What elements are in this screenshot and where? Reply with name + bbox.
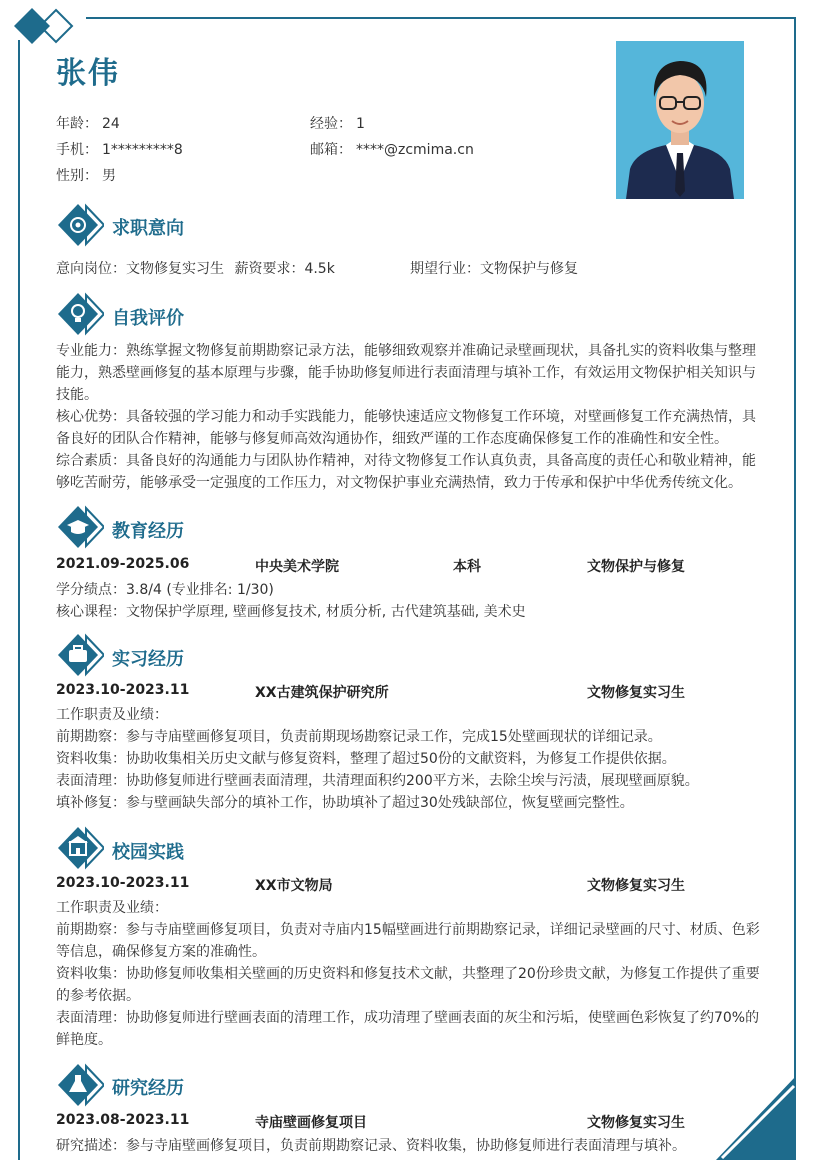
- self-eval-paragraph: 专业能力：熟练掌握文物修复前期勘察记录方法，能够细致观察并准确记录壁画现状，具备扎实的资料收集与整理能力，熟悉壁画修复的基本原理与步骤，能手协助修复师进行表面清理与填补工作，有效运用文物保护相关知识与技能。: [56, 343, 756, 403]
- education-school: 中央美术学院: [255, 559, 339, 575]
- campus-role: 文物修复实习生: [587, 878, 685, 894]
- corner-triangle-decoration: [716, 1076, 796, 1160]
- experience-field: [310, 113, 365, 133]
- internship-org: XX古建筑保护研究所: [255, 685, 389, 701]
- research-description: 研究描述：参与寺庙壁画修复项目，负责前期勘察记录、资料收集，协助修复师进行表面清理与填补。: [56, 1138, 686, 1154]
- internship-line: 填补修复：参与壁画缺失部分的填补工作，协助填补了超过30处残缺部位，恢复壁画完整性。: [56, 795, 634, 811]
- internship-details: [56, 704, 768, 814]
- frame-right-line: [794, 17, 796, 1160]
- internship-line: 工作职责及业绩：: [56, 707, 168, 723]
- portrait-illustration: [616, 41, 744, 199]
- education-section-title: 教育经历: [112, 521, 184, 542]
- internship-period: 2023.10-2023.11: [56, 682, 190, 698]
- education-degree: 本科: [453, 559, 481, 575]
- research-project: 寺庙壁画修复项目: [255, 1115, 367, 1131]
- education-courses: 核心课程：文物保护学原理, 壁画修复技术, 材质分析, 古代建筑基础, 美术史: [56, 604, 526, 620]
- age-field: [56, 113, 120, 133]
- self-eval-text: [56, 340, 768, 494]
- campus-section-title: 校园实践: [112, 842, 184, 863]
- gender-value: 男: [102, 168, 116, 184]
- flask-icon: [58, 1062, 104, 1108]
- campus-line: 前期勘察：参与寺庙壁画修复项目，负责对寺庙内15幅壁画进行前期勘察记录，详细记录壁画的尺寸、材质、色彩等信息，确保修复方案的准确性。: [56, 922, 760, 960]
- email-label: 邮箱：: [310, 142, 352, 158]
- education-period: 2021.09-2025.06: [56, 556, 190, 572]
- research-section-title: 研究经历: [112, 1078, 184, 1099]
- campus-line: 表面清理：协助修复师进行壁画表面的清理工作，成功清理了壁画表面的灰尘和污垢，使壁画色彩恢复了约70%的鲜艳度。: [56, 1010, 760, 1048]
- self-eval-paragraph: 综合素质：具备良好的沟通能力与团队协作精神，对待文物修复工作认真负责，具备高度的责任心和敬业精神，能够吃苦耐劳，能够承受一定强度的工作压力，对文物保护事业充满热情，致力于传承和保护中华优秀传统文化。: [56, 453, 756, 491]
- intent-line: [56, 258, 335, 278]
- self-eval-paragraph: 核心优势：具备较强的学习能力和动手实践能力，能够快速适应文物修复工作环境，对壁画修复工作充满热情，具备良好的团队合作精神，能够与修复师高效沟通协作，细致严谨的工作态度确保修复工作的准确性和安全性。: [56, 409, 756, 447]
- age-label: 年龄：: [56, 116, 98, 132]
- salary-label: 薪资要求：: [234, 261, 305, 277]
- phone-value: 1*********8: [102, 142, 183, 158]
- graduation-cap-icon: [58, 504, 104, 550]
- position-label: 意向岗位：: [56, 261, 126, 277]
- internship-line: 表面清理：协助修复师进行壁画表面清理，共清理面积约200平方米，去除尘埃与污渍，展现壁画原貌。: [56, 773, 699, 789]
- internship-section-title: 实习经历: [112, 649, 184, 670]
- experience-value: 1: [356, 116, 365, 132]
- industry-label: 期望行业：: [410, 261, 480, 277]
- age-value: 24: [102, 116, 120, 132]
- experience-label: 经验：: [310, 116, 352, 132]
- industry-line: [410, 258, 578, 278]
- phone-label: 手机：: [56, 142, 98, 158]
- target-icon: [58, 202, 104, 248]
- phone-field: [56, 139, 183, 159]
- profile-photo: [616, 41, 744, 199]
- education-gpa: 学分绩点：3.8/4 (专业排名: 1/30): [56, 582, 274, 598]
- frame-left-line: [18, 40, 20, 1160]
- research-period: 2023.08-2023.11: [56, 1112, 190, 1128]
- gender-field: [56, 165, 116, 185]
- gender-label: 性别：: [56, 168, 98, 184]
- intent-section-title: 求职意向: [112, 218, 184, 239]
- lightbulb-icon: [58, 291, 104, 337]
- internship-line: 前期勘察：参与寺庙壁画修复项目，负责前期现场勘察记录工作，完成15处壁画现状的详细记录。: [56, 729, 662, 745]
- email-field: [310, 139, 474, 159]
- campus-line: 工作职责及业绩：: [56, 900, 168, 916]
- salary-value: 4.5k: [304, 261, 335, 277]
- self-eval-section-title: 自我评价: [112, 308, 184, 329]
- corner-diamond-decoration: [14, 6, 74, 46]
- education-major: 文物保护与修复: [587, 559, 685, 575]
- campus-details: [56, 897, 768, 1051]
- building-icon: [58, 825, 104, 871]
- campus-org: XX市文物局: [255, 878, 333, 894]
- campus-period: 2023.10-2023.11: [56, 875, 190, 891]
- candidate-name: 张伟: [56, 56, 120, 91]
- campus-line: 资料收集：协助修复师收集相关壁画的历史资料和修复技术文献，共整理了20份珍贵文献，为修复工作提供了重要的参考依据。: [56, 966, 760, 1004]
- industry-value: 文物保护与修复: [480, 261, 578, 277]
- position-value: 文物修复实习生: [126, 261, 224, 277]
- briefcase-icon: [58, 632, 104, 678]
- internship-line: 资料收集：协助收集相关历史文献与修复资料，整理了超过50份的文献资料，为修复工作提供依据。: [56, 751, 676, 767]
- email-value: ****@zcmima.cn: [356, 142, 474, 158]
- frame-top-line: [86, 17, 796, 19]
- research-role: 文物修复实习生: [587, 1115, 685, 1131]
- internship-role: 文物修复实习生: [587, 685, 685, 701]
